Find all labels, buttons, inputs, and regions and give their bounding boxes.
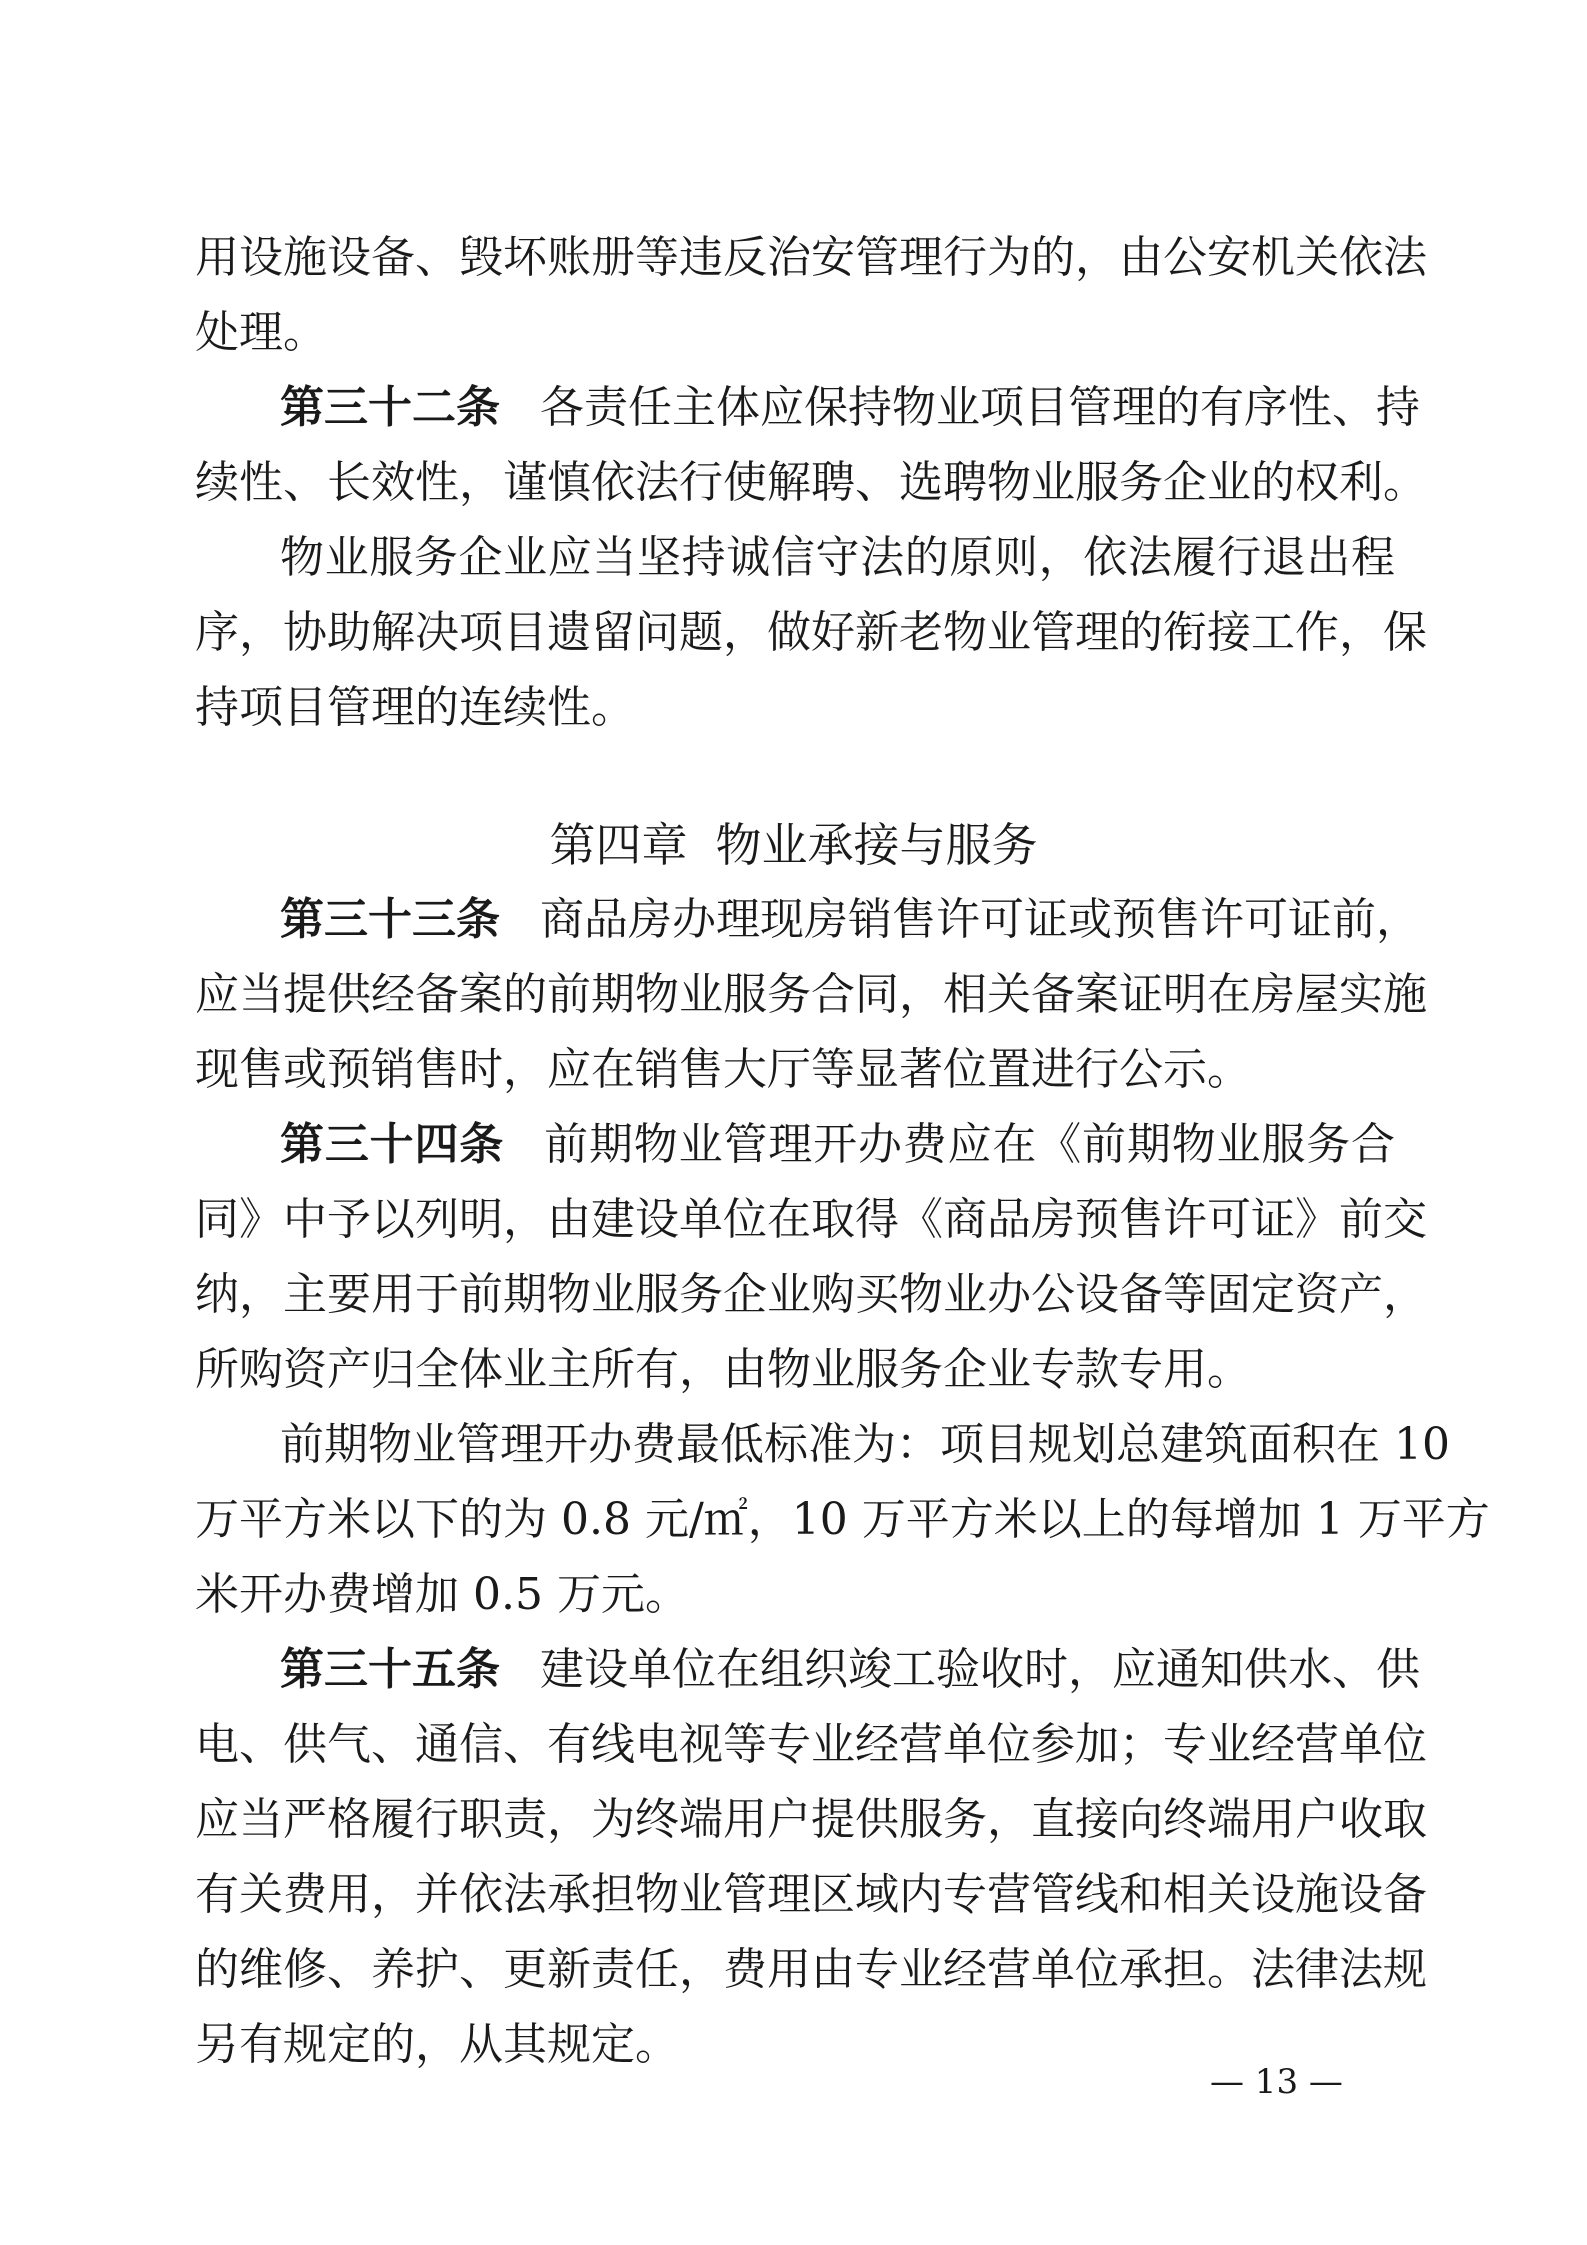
page-number: — 13 —	[1210, 2062, 1343, 2102]
chapter-title: 物业承接与服务	[715, 818, 1038, 872]
article-text: 各责任主体应保持物业项目管理的有序性、持	[540, 382, 1420, 433]
text-line: 应当严格履行职责，为终端用户提供服务，直接向终端用户收取	[195, 1794, 1427, 1845]
text-line: 米开办费增加 0.5 万元。	[195, 1569, 689, 1620]
text-line: 应当提供经备案的前期物业服务合同，相关备案证明在房屋实施	[195, 969, 1427, 1020]
text-line: 前期物业管理开办费最低标准为：项目规划总建筑面积在 10	[280, 1419, 1450, 1470]
article-34-line	[280, 1115, 1395, 1175]
text-line: 持项目管理的连续性。	[195, 682, 635, 733]
text-line: 另有规定的，从其规定。	[195, 2019, 679, 2070]
article-number: 第三十二条	[280, 382, 500, 433]
text-line: 纳，主要用于前期物业服务企业购买物业办公设备等固定资产，	[195, 1269, 1427, 1320]
text-line: 物业服务企业应当坚持诚信守法的原则，依法履行退出程	[280, 532, 1395, 583]
chapter-number: 第四章	[549, 818, 688, 872]
text-line: 用设施设备、毁坏账册等违反治安管理行为的，由公安机关依法	[195, 232, 1427, 283]
article-number: 第三十四条	[280, 1119, 505, 1170]
article-35-line	[280, 1640, 1420, 1700]
text-line: 的维修、养护、更新责任，费用由专业经营单位承担。法律法规	[195, 1944, 1427, 1995]
text-line: 处理。	[195, 307, 327, 358]
text-line: 所购资产归全体业主所有，由物业服务企业专款专用。	[195, 1344, 1251, 1395]
article-text: 商品房办理现房销售许可证或预售许可证前，	[540, 894, 1420, 945]
text-line: 电、供气、通信、有线电视等专业经营单位参加；专业经营单位	[195, 1719, 1427, 1770]
text-line: 有关费用，并依法承担物业管理区域内专营管线和相关设施设备	[195, 1869, 1427, 1920]
article-33-line	[280, 890, 1420, 950]
article-32-line	[280, 378, 1420, 438]
text-line: 现售或预销售时，应在销售大厅等显著位置进行公示。	[195, 1044, 1251, 1095]
text-line: 续性、长效性，谨慎依法行使解聘、选聘物业服务企业的权利。	[195, 457, 1427, 508]
article-number: 第三十五条	[280, 1644, 500, 1695]
text-line: 同》中予以列明，由建设单位在取得《商品房预售许可证》前交	[195, 1194, 1427, 1245]
text-line: 序，协助解决项目遗留问题，做好新老物业管理的衔接工作，保	[195, 607, 1427, 658]
chapter-heading	[0, 815, 1587, 875]
text-line: 万平方米以下的为 0.8 元/㎡，10 万平方米以上的每增加 1 万平方	[195, 1494, 1490, 1545]
article-text: 前期物业管理开办费应在《前期物业服务合	[544, 1119, 1396, 1170]
article-text: 建设单位在组织竣工验收时，应通知供水、供	[540, 1644, 1420, 1695]
article-number: 第三十三条	[280, 894, 500, 945]
